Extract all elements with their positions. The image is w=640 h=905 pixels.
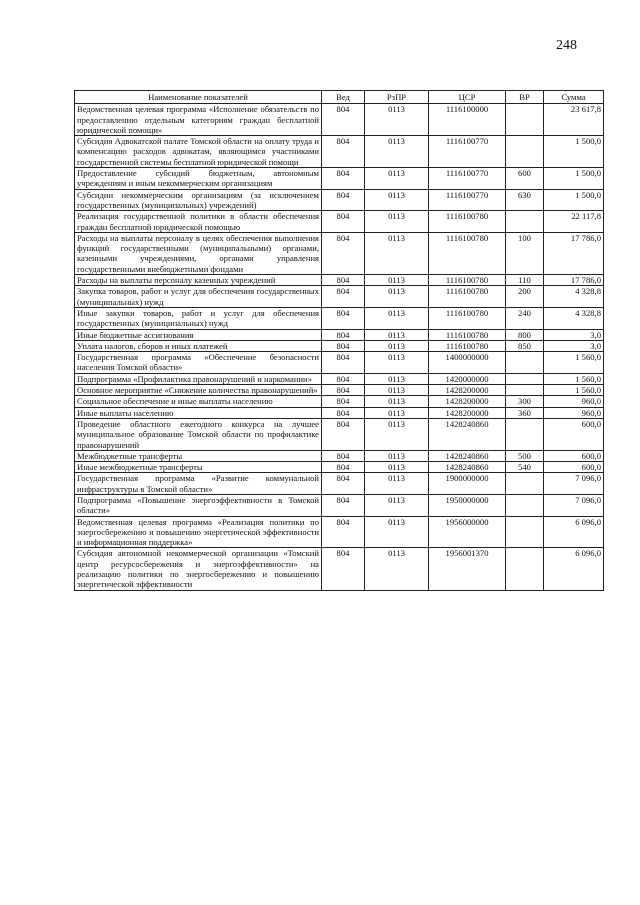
cell-csr: 1956001370 xyxy=(429,548,506,590)
cell-vr: 300 xyxy=(506,396,544,407)
cell-vr xyxy=(506,385,544,396)
cell-sum: 600,0 xyxy=(544,418,604,450)
cell-rzpr: 0113 xyxy=(365,286,429,308)
cell-sum: 1 560,0 xyxy=(544,352,604,374)
cell-rzpr: 0113 xyxy=(365,373,429,384)
cell-ved: 804 xyxy=(322,189,365,211)
cell-csr: 1428200000 xyxy=(429,385,506,396)
cell-vr: 240 xyxy=(506,307,544,329)
cell-csr: 1116100780 xyxy=(429,211,506,233)
table-row xyxy=(75,450,604,461)
cell-rzpr: 0113 xyxy=(365,462,429,473)
cell-sum: 17 786,0 xyxy=(544,232,604,274)
cell-ved: 804 xyxy=(322,136,365,168)
cell-csr: 1428200000 xyxy=(429,407,506,418)
cell-sum: 7 096,0 xyxy=(544,473,604,495)
cell-csr: 1116100780 xyxy=(429,307,506,329)
cell-sum: 17 786,0 xyxy=(544,275,604,286)
table-row xyxy=(75,407,604,418)
cell-name: Предоставление субсидий бюджетным, автономным учреждениям и иным некоммерческим организациям xyxy=(75,168,322,190)
cell-name: Подпрограмма «Повышение энергоэффективности в Томской области» xyxy=(75,494,322,516)
header-sum: Сумма xyxy=(544,91,604,104)
cell-rzpr: 0113 xyxy=(365,385,429,396)
cell-ved: 804 xyxy=(322,473,365,495)
cell-name: Проведение областного ежегодного конкурса на лучшее муниципальное образование Томской области по профилактике правонарушений xyxy=(75,418,322,450)
cell-name: Закупка товаров, работ и услуг для обеспечения государственных (муниципальных) нужд xyxy=(75,286,322,308)
cell-name: Реализация государственной политики в области обеспечения граждан бесплатной юридической помощью xyxy=(75,211,322,233)
cell-rzpr: 0113 xyxy=(365,407,429,418)
cell-name: Подпрограмма «Профилактика правонарушений и наркомании» xyxy=(75,373,322,384)
cell-ved: 804 xyxy=(322,407,365,418)
cell-ved: 804 xyxy=(322,516,365,548)
cell-name: Государственная программа «Развитие коммунальной инфраструктуры в Томской области» xyxy=(75,473,322,495)
cell-rzpr: 0113 xyxy=(365,275,429,286)
cell-csr: 1116100770 xyxy=(429,136,506,168)
table-row xyxy=(75,418,604,450)
cell-name: Субсидии некоммерческим организациям (за исключением государственных (муниципальных) учреждений) xyxy=(75,189,322,211)
cell-csr: 1116100770 xyxy=(429,168,506,190)
cell-name: Иные закупки товаров, работ и услуг для обеспечения государственных (муниципальных) нужд xyxy=(75,307,322,329)
cell-csr: 1116100780 xyxy=(429,340,506,351)
cell-vr: 100 xyxy=(506,232,544,274)
cell-vr xyxy=(506,418,544,450)
cell-sum: 3,0 xyxy=(544,329,604,340)
cell-rzpr: 0113 xyxy=(365,136,429,168)
cell-ved: 804 xyxy=(322,340,365,351)
cell-ved: 804 xyxy=(322,307,365,329)
cell-vr xyxy=(506,352,544,374)
cell-name: Субсидия автономной некоммерческой организации «Томский центр ресурсосбережения и энергоэффективности» на реализацию политики по энергосбережению и повышению энергетической эффективности xyxy=(75,548,322,590)
header-rzpr: РзПР xyxy=(365,91,429,104)
cell-csr: 1116100770 xyxy=(429,189,506,211)
table-row xyxy=(75,286,604,308)
cell-sum: 4 328,8 xyxy=(544,286,604,308)
table-row xyxy=(75,189,604,211)
cell-ved: 804 xyxy=(322,494,365,516)
cell-sum: 1 500,0 xyxy=(544,189,604,211)
cell-sum: 23 617,8 xyxy=(544,104,604,136)
cell-csr: 1116100780 xyxy=(429,286,506,308)
table-body xyxy=(75,104,604,590)
cell-vr xyxy=(506,104,544,136)
cell-rzpr: 0113 xyxy=(365,494,429,516)
cell-sum: 600,0 xyxy=(544,462,604,473)
cell-csr: 1116100780 xyxy=(429,329,506,340)
cell-rzpr: 0113 xyxy=(365,548,429,590)
header-csr: ЦСР xyxy=(429,91,506,104)
cell-ved: 804 xyxy=(322,211,365,233)
cell-vr xyxy=(506,211,544,233)
cell-sum: 1 560,0 xyxy=(544,373,604,384)
cell-rzpr: 0113 xyxy=(365,307,429,329)
cell-ved: 804 xyxy=(322,373,365,384)
table-row xyxy=(75,385,604,396)
cell-vr: 540 xyxy=(506,462,544,473)
cell-vr: 630 xyxy=(506,189,544,211)
cell-vr xyxy=(506,473,544,495)
table-row xyxy=(75,352,604,374)
cell-name: Основное мероприятие «Снижение количества правонарушений» xyxy=(75,385,322,396)
table-row xyxy=(75,473,604,495)
cell-vr xyxy=(506,494,544,516)
cell-vr: 500 xyxy=(506,450,544,461)
cell-name: Государственная программа «Обеспечение безопасности населения Томской области» xyxy=(75,352,322,374)
cell-vr: 600 xyxy=(506,168,544,190)
cell-ved: 804 xyxy=(322,168,365,190)
cell-sum: 1 560,0 xyxy=(544,385,604,396)
cell-csr: 1116100000 xyxy=(429,104,506,136)
table-row xyxy=(75,548,604,590)
cell-sum: 6 096,0 xyxy=(544,516,604,548)
cell-ved: 804 xyxy=(322,396,365,407)
cell-sum: 600,0 xyxy=(544,450,604,461)
cell-vr xyxy=(506,136,544,168)
cell-name: Социальное обеспечение и иные выплаты населению xyxy=(75,396,322,407)
cell-ved: 804 xyxy=(322,450,365,461)
cell-name: Иные межбюджетные трансферты xyxy=(75,462,322,473)
cell-csr: 1900000000 xyxy=(429,473,506,495)
table-row xyxy=(75,211,604,233)
cell-vr: 850 xyxy=(506,340,544,351)
cell-rzpr: 0113 xyxy=(365,189,429,211)
cell-sum: 4 328,8 xyxy=(544,307,604,329)
cell-vr: 110 xyxy=(506,275,544,286)
cell-rzpr: 0113 xyxy=(365,232,429,274)
cell-ved: 804 xyxy=(322,352,365,374)
cell-csr: 1428240860 xyxy=(429,462,506,473)
cell-ved: 804 xyxy=(322,232,365,274)
page-number: 248 xyxy=(556,38,577,53)
table-row xyxy=(75,396,604,407)
table-row xyxy=(75,136,604,168)
cell-csr: 1116100780 xyxy=(429,275,506,286)
cell-ved: 804 xyxy=(322,329,365,340)
header-vr: ВР xyxy=(506,91,544,104)
cell-ved: 804 xyxy=(322,275,365,286)
cell-rzpr: 0113 xyxy=(365,396,429,407)
cell-ved: 804 xyxy=(322,462,365,473)
table-row xyxy=(75,494,604,516)
table-row xyxy=(75,307,604,329)
cell-csr: 1400000000 xyxy=(429,352,506,374)
cell-sum: 6 096,0 xyxy=(544,548,604,590)
budget-table xyxy=(74,90,604,591)
cell-vr xyxy=(506,373,544,384)
table-row xyxy=(75,373,604,384)
cell-name: Расходы на выплаты персоналу казенных учреждений xyxy=(75,275,322,286)
cell-csr: 1428240860 xyxy=(429,450,506,461)
table-header-row xyxy=(75,91,604,104)
cell-sum: 1 500,0 xyxy=(544,168,604,190)
cell-rzpr: 0113 xyxy=(365,473,429,495)
cell-vr xyxy=(506,548,544,590)
cell-rzpr: 0113 xyxy=(365,418,429,450)
cell-name: Расходы на выплаты персоналу в целях обеспечения выполнения функций государственными (муниципальными) органами, казенными учреждениями, органами управления государственными внебюджетными фондами xyxy=(75,232,322,274)
cell-name: Ведомственная целевая программа «Реализация политики по энергосбережению и повышению энергетической эффективности и информационная поддержка» xyxy=(75,516,322,548)
cell-name: Иные бюджетные ассигнования xyxy=(75,329,322,340)
cell-ved: 804 xyxy=(322,418,365,450)
cell-sum: 7 096,0 xyxy=(544,494,604,516)
cell-sum: 3,0 xyxy=(544,340,604,351)
table-row xyxy=(75,168,604,190)
cell-csr: 1116100780 xyxy=(429,232,506,274)
cell-ved: 804 xyxy=(322,286,365,308)
cell-ved: 804 xyxy=(322,104,365,136)
cell-name: Межбюджетные трансферты xyxy=(75,450,322,461)
table-row xyxy=(75,340,604,351)
cell-csr: 1428240860 xyxy=(429,418,506,450)
table-row xyxy=(75,516,604,548)
cell-rzpr: 0113 xyxy=(365,168,429,190)
table-row xyxy=(75,104,604,136)
table-row xyxy=(75,462,604,473)
cell-sum: 22 117,8 xyxy=(544,211,604,233)
cell-csr: 1420000000 xyxy=(429,373,506,384)
header-ved: Вед xyxy=(322,91,365,104)
cell-csr: 1950000000 xyxy=(429,494,506,516)
cell-csr: 1428200000 xyxy=(429,396,506,407)
table-row xyxy=(75,329,604,340)
cell-csr: 1956000000 xyxy=(429,516,506,548)
cell-rzpr: 0113 xyxy=(365,516,429,548)
cell-ved: 804 xyxy=(322,548,365,590)
cell-rzpr: 0113 xyxy=(365,211,429,233)
cell-name: Уплата налогов, сборов и иных платежей xyxy=(75,340,322,351)
cell-vr: 800 xyxy=(506,329,544,340)
cell-rzpr: 0113 xyxy=(365,352,429,374)
cell-name: Субсидия Адвокатской палате Томской области на оплату труда и компенсацию расходов адвокатам, являющимся участниками государственной системы бесплатной юридической помощи xyxy=(75,136,322,168)
cell-rzpr: 0113 xyxy=(365,340,429,351)
cell-sum: 1 500,0 xyxy=(544,136,604,168)
cell-sum: 960,0 xyxy=(544,407,604,418)
cell-name: Ведомственная целевая программа «Исполнение обязательств по предоставлению отдельным категориям граждан бесплатной юридической помощи» xyxy=(75,104,322,136)
cell-vr xyxy=(506,516,544,548)
cell-rzpr: 0113 xyxy=(365,329,429,340)
header-name: Наименование показателей xyxy=(75,91,322,104)
cell-rzpr: 0113 xyxy=(365,450,429,461)
cell-vr: 360 xyxy=(506,407,544,418)
cell-ved: 804 xyxy=(322,385,365,396)
table-row xyxy=(75,275,604,286)
cell-vr: 200 xyxy=(506,286,544,308)
cell-name: Иные выплаты населению xyxy=(75,407,322,418)
cell-rzpr: 0113 xyxy=(365,104,429,136)
table-row xyxy=(75,232,604,274)
cell-sum: 960,0 xyxy=(544,396,604,407)
